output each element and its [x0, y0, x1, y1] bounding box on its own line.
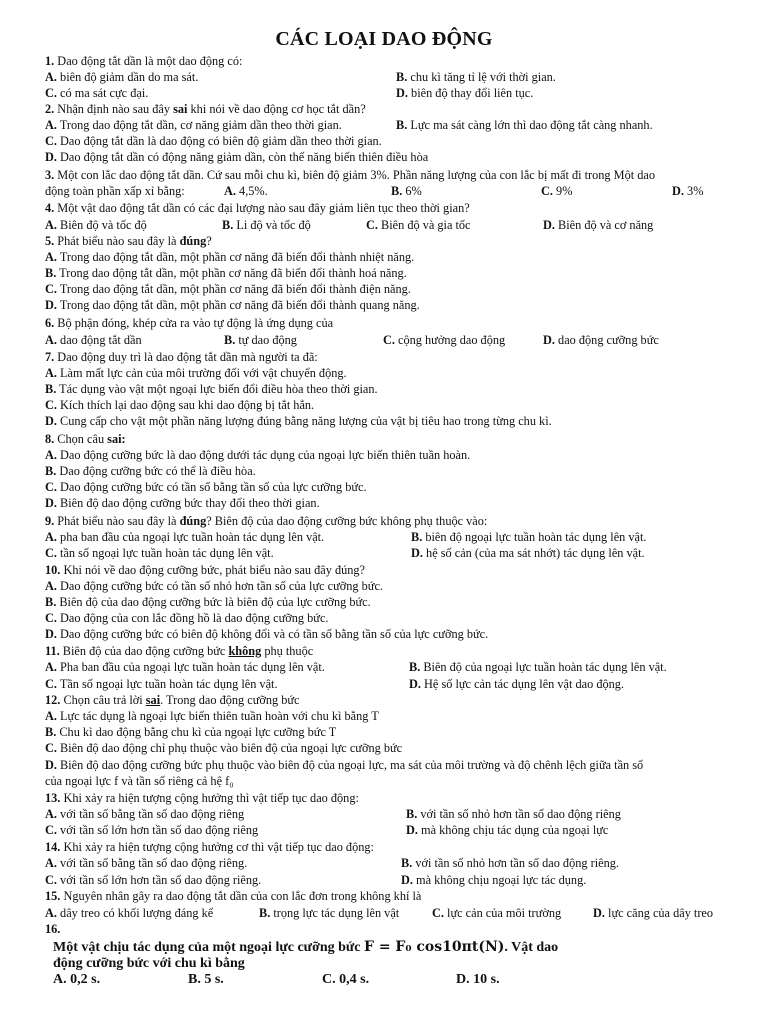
q12-option-c: C. Biên độ dao động chỉ phụ thuộc vào biên độ của ngoại lực cưỡng bức	[45, 741, 403, 755]
q5-option-c: C. Trong dao động tắt dần, một phần cơ năng đã biến đổi thành điện năng.	[45, 282, 411, 296]
question-2: 2. Nhận định nào sau đây sai khi nói về dao động cơ học tắt dần?	[45, 102, 366, 116]
q1-option-d: D. biên độ thay đổi liên tục.	[396, 86, 534, 100]
q16-option-d: D. 10 s.	[456, 972, 500, 987]
q9-option-c: C. tần số ngoại lực tuần hoàn tác dụng lên vật.	[45, 546, 274, 560]
question-14: 14. Khi xảy ra hiện tượng cộng hưởng cơ thì vật tiếp tục dao động:	[45, 840, 374, 854]
question-13: 13. Khi xảy ra hiện tượng cộng hưởng thì vật tiếp tục dao động:	[45, 791, 359, 805]
question-16: Một vật chịu tác dụng của một ngoại lực cưỡng bức F = F₀ cos10πt(N). Vật dao	[53, 939, 559, 955]
q3-option-c: C. 9%	[541, 184, 573, 198]
q12-option-d-cont: của ngoại lực f và tần số riêng cả hệ f₀	[45, 774, 234, 788]
q13-option-a: A. với tần số bằng tần số dao động riêng	[45, 807, 245, 821]
q3-option-d: D. 3%	[672, 184, 704, 198]
q8-option-d: D. Biên độ dao động cưỡng bức thay đổi theo thời gian.	[45, 496, 320, 510]
q13-option-c: C. với tần số lớn hơn tần số dao động riêng	[45, 823, 259, 837]
question-8: 8. Chọn câu sai:	[45, 432, 126, 446]
q4-option-c: C. Biên độ và gia tốc	[366, 218, 471, 232]
q14-option-c: C. với tần số lớn hơn tần số dao động riêng.	[45, 873, 262, 887]
q11-option-b: B. Biên độ của ngoại lực tuần hoàn tác dụng lên vật.	[409, 660, 667, 674]
q5-option-a: A. Trong dao động tắt dần, một phần cơ năng đã biến đổi thành nhiệt năng.	[45, 250, 415, 264]
question-3: 3. Một con lắc dao động tắt dần. Cứ sau mỗi chu kì, biên độ giảm 3%. Phần năng lượng của con lắc bị mất đi trong Một dao	[45, 168, 655, 182]
q12-option-b: B. Chu kì dao động bằng chu kì của ngoại lực cưỡng bức T	[45, 725, 337, 739]
q10-option-a: A. Dao động cưỡng bức có tần số nhỏ hơn tần số của lực cưỡng bức.	[45, 579, 383, 593]
q9-option-b: B. biên độ ngoại lực tuần hoàn tác dụng lên vật.	[411, 530, 647, 544]
q8-option-c: C. Dao động cưỡng bức có tần số bằng tần số của lực cưỡng bức.	[45, 480, 367, 494]
q4-option-a: A. Biên độ và tốc độ	[45, 218, 147, 232]
q14-option-a: A. với tần số bằng tần số dao động riêng.	[45, 856, 248, 870]
q15-option-b: B. trọng lực tác dụng lên vật	[259, 906, 400, 920]
q8-option-b: B. Dao động cưỡng bức có thể là điều hòa.	[45, 464, 256, 478]
q7-option-b: B. Tác dụng vào vật một ngoại lực biến đổi điều hòa theo thời gian.	[45, 382, 378, 396]
q4-option-b: B. Li độ và tốc độ	[222, 218, 311, 232]
q2-option-b: B. Lực ma sát càng lớn thì dao động tắt càng nhanh.	[396, 118, 653, 132]
q10-option-d: D. Dao động cưỡng bức có biên độ không đổi và có tần số bằng tần số của lực cưỡng bức.	[45, 627, 489, 641]
question-1: 1. Dao động tắt dần là một dao động có:	[45, 54, 243, 68]
q1-option-a: A. biên độ giảm dần do ma sát.	[45, 70, 199, 84]
q15-option-a: A. dây treo có khối lượng đáng kể	[45, 906, 214, 920]
q10-option-b: B. Biên độ của dao động cưỡng bức là biên độ của lực cưỡng bức.	[45, 595, 371, 609]
q3-option-a: A. 4,5%.	[224, 184, 268, 198]
q2-option-c: C. Dao động tắt dần là dao động có biên độ giảm dần theo thời gian.	[45, 134, 382, 148]
q6-option-b: B. tự dao động	[224, 333, 297, 347]
q11-option-c: C. Tần số ngoại lực tuần hoàn tác dụng lên vật.	[45, 677, 278, 691]
q16-option-a: A. 0,2 s.	[53, 972, 101, 987]
question-4: 4. Một vật dao động tắt dần có các đại lượng nào sau đây giảm liên tục theo thời gian?	[45, 201, 470, 215]
q14-option-d: D. mà không chịu ngoại lực tác dụng.	[401, 873, 587, 887]
q2-option-d: D. Dao động tắt dần có động năng giảm dần, còn thế năng biến thiên điều hòa	[45, 150, 429, 164]
q16-option-c: C. 0,4 s.	[322, 972, 370, 987]
q5-option-b: B. Trong dao động tắt dần, một phần cơ năng đã biến đổi thành hoá năng.	[45, 266, 407, 280]
question-5: 5. Phát biểu nào sau đây là đúng?	[45, 234, 212, 248]
q11-option-d: D. Hệ số lực cản tác dụng lên vật dao động.	[409, 677, 624, 691]
q7-option-d: D. Cung cấp cho vật một phần năng lượng đúng bằng năng lượng của vật bị tiêu hao trong từng chu kì.	[45, 414, 552, 428]
q13-option-d: D. mà không chịu tác dụng của ngoại lực	[406, 823, 609, 837]
q4-option-d: D. Biên độ và cơ năng	[543, 218, 654, 232]
q6-option-d: D. dao động cưỡng bức	[543, 333, 659, 347]
question-11: 11. Biên độ của dao động cưỡng bức không phụ thuộc	[45, 644, 314, 658]
q13-option-b: B. với tần số nhỏ hơn tần số dao động riêng	[406, 807, 621, 821]
question-6: 6. Bộ phận đóng, khép cửa ra vào tự động là ứng dụng của	[45, 316, 334, 330]
q1-option-c: C. có ma sát cực đại.	[45, 86, 149, 100]
q9-option-d: D. hệ số cản (của ma sát nhớt) tác dụng lên vật.	[411, 546, 645, 560]
q8-option-a: A. Dao động cưỡng bức là dao động dưới tác dụng của ngoại lực biến thiên tuần hoàn.	[45, 448, 471, 462]
q9-option-a: A. pha ban đầu của ngoại lực tuần hoàn tác dụng lên vật.	[45, 530, 325, 544]
question-9: 9. Phát biểu nào sau đây là đúng? Biên độ của dao động cưỡng bức không phụ thuộc vào:	[45, 514, 488, 528]
q12-option-d: D. Biên độ dao động cưỡng bức phụ thuộc vào biên độ của ngoại lực, ma sát của môi trường và độ chênh lệch giữa tần số	[45, 758, 644, 772]
q3-option-b: B. 6%	[391, 184, 422, 198]
question-16-cont: động cưỡng bức với chu kì bằng	[53, 956, 245, 971]
question-10: 10. Khi nói về dao động cưỡng bức, phát biểu nào sau đây đúng?	[45, 563, 366, 577]
question-15: 15. Nguyên nhân gây ra dao động tắt dần của con lắc đơn trong không khí là	[45, 889, 422, 903]
question-3-cont: động toàn phần xấp xỉ bằng:	[45, 184, 185, 198]
q16-option-b: B. 5 s.	[188, 972, 224, 987]
q10-option-c: C. Dao động của con lắc đồng hồ là dao động cưỡng bức.	[45, 611, 329, 625]
q11-option-a: A. Pha ban đầu của ngoại lực tuần hoàn tác dụng lên vật.	[45, 660, 325, 674]
question-12: 12. Chọn câu trả lời sai. Trong dao động cưỡng bức	[45, 693, 300, 707]
page-title: CÁC LOẠI DAO ĐỘNG	[275, 28, 493, 50]
q6-option-c: C. cộng hưởng dao động	[383, 333, 506, 347]
question-16-number: 16.	[45, 922, 61, 936]
q14-option-b: B. với tần số nhỏ hơn tần số dao động riêng.	[401, 856, 619, 870]
q15-option-c: C. lực cản của môi trường	[432, 906, 562, 920]
question-7: 7. Dao động duy trì là dao động tắt dần mà người ta đã:	[45, 350, 318, 364]
q2-option-a: A. Trong dao động tắt dần, cơ năng giảm dần theo thời gian.	[45, 118, 342, 132]
q6-option-a: A. dao động tắt dần	[45, 333, 142, 347]
q16-formula: F = F₀ cos10πt(N)	[364, 939, 505, 955]
q5-option-d: D. Trong dao động tắt dần, một phần cơ năng đã biến đổi thành quang năng.	[45, 298, 420, 312]
q12-option-a: A. Lực tác dụng là ngoại lực biến thiên tuần hoàn với chu kì bằng T	[45, 709, 379, 723]
q7-option-a: A. Làm mất lực cản của môi trường đối với vật chuyển động.	[45, 366, 347, 380]
q15-option-d: D. lực căng của dây treo	[593, 906, 714, 920]
q1-option-b: B. chu kì tăng tỉ lệ với thời gian.	[396, 70, 556, 84]
q7-option-c: C. Kích thích lại dao động sau khi dao động bị tắt hẳn.	[45, 398, 315, 412]
